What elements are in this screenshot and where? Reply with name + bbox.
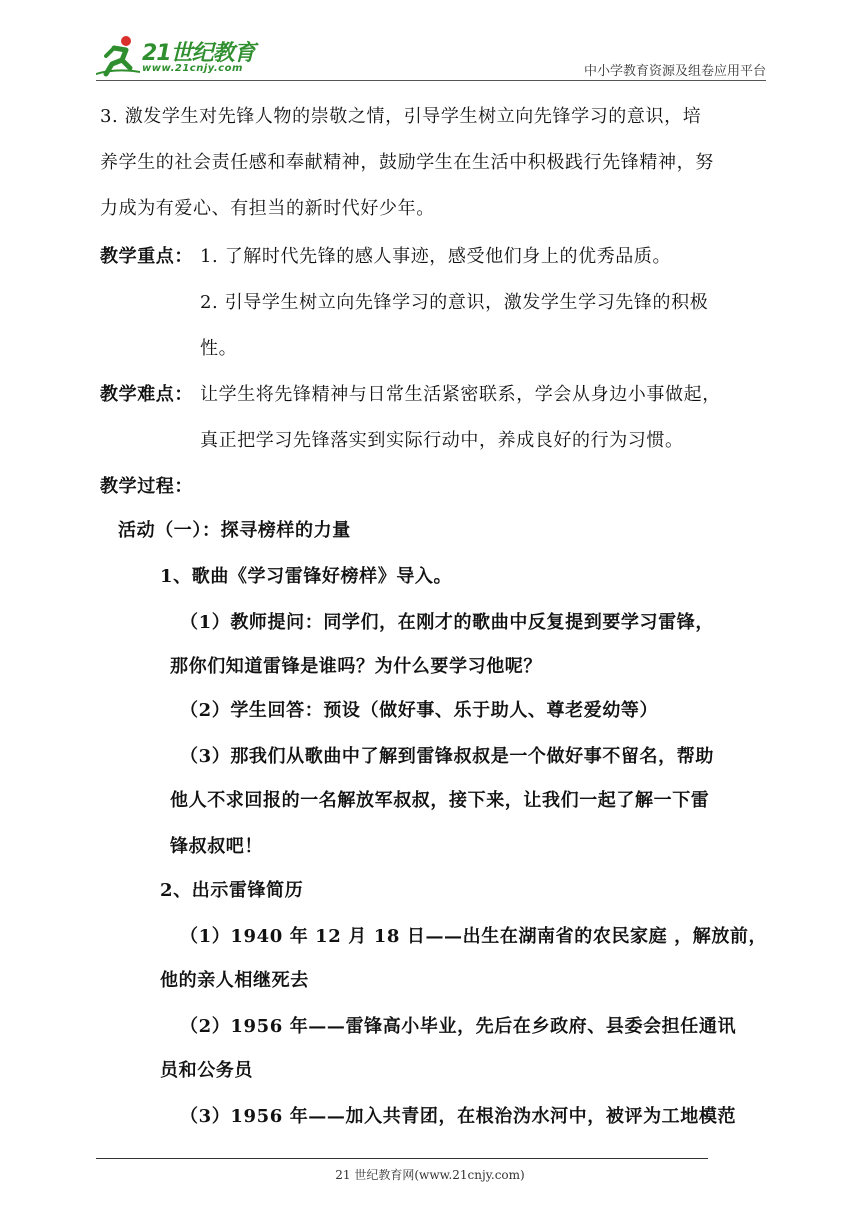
key-points-label: 教学重点： — [100, 246, 193, 267]
platform-name: 中小学教育资源及组卷应用平台 — [583, 64, 766, 79]
difficulty-line-2: 真正把学习先锋落实到实际行动中，养成良好的行为习惯。 — [200, 430, 684, 451]
process-label: 教学过程： — [100, 476, 193, 497]
step-1-heading: 1、歌曲《学习雷锋好榜样》导入。 — [160, 566, 453, 587]
resume-2-line-1: （2）1956 年——雷锋高小毕业，先后在乡政府、县委会担任通讯 — [180, 1016, 737, 1037]
key-point-1: 1. 了解时代先锋的感人事迹，感受他们身上的优秀品质。 — [200, 246, 672, 267]
item-3-line-3: 锋叔叔吧！ — [170, 836, 263, 857]
difficulty-line-1: 让学生将先锋精神与日常生活紧密联系，学会从身边小事做起， — [200, 384, 721, 405]
page-header — [96, 30, 766, 82]
objective-3-line-3: 力成为有爱心、有担当的新时代好少年。 — [100, 198, 435, 219]
logo-url: www.21cnjy.com — [142, 63, 243, 74]
site-logo — [96, 30, 266, 82]
item-3-line-1: （3）那我们从歌曲中了解到雷锋叔叔是一个做好事不留名，帮助 — [180, 746, 714, 767]
resume-2-line-2: 员和公务员 — [160, 1060, 253, 1081]
key-point-2-line-2: 性。 — [200, 338, 238, 359]
difficulty-label: 教学难点： — [100, 384, 193, 405]
header-divider — [96, 80, 766, 81]
resume-3-line-1: （3）1956 年——加入共青团，在根治沩水河中，被评为工地模范 — [180, 1106, 737, 1127]
runner-logo-icon — [96, 34, 140, 78]
key-point-2-line-1: 2. 引导学生树立向先锋学习的意识，激发学生学习先锋的积极 — [200, 292, 709, 313]
answer-2: （2）学生回答：预设（做好事、乐于助人、尊老爱幼等） — [180, 700, 659, 721]
resume-1-line-2: 他的亲人相继死去 — [160, 970, 309, 991]
question-1-line-2: 那你们知道雷锋是谁吗？为什么要学习他呢？ — [170, 656, 542, 677]
objective-3-line-2: 养学生的社会责任感和奉献精神，鼓励学生在生活中积极践行先锋精神，努 — [100, 152, 714, 173]
activity-1-heading: 活动（一）：探寻榜样的力量 — [118, 520, 351, 541]
logo-title: 21世纪教育 — [142, 41, 255, 66]
page-footer: 21 世纪教育网(www.21cnjy.com) — [335, 1168, 525, 1182]
footer-divider — [96, 1158, 708, 1159]
item-3-line-2: 他人不求回报的一名解放军叔叔，接下来，让我们一起了解一下雷 — [170, 790, 710, 811]
question-1-line-1: （1）教师提问：同学们，在刚才的歌曲中反复提到要学习雷锋， — [180, 612, 714, 633]
resume-1-line-1: （1）1940 年 12 月 18 日——出生在湖南省的农民家庭 ，解放前， — [180, 926, 768, 947]
step-2-heading: 2、出示雷锋简历 — [160, 880, 304, 901]
objective-3-line-1: 3. 激发学生对先锋人物的崇敬之情，引导学生树立向先锋学习的意识，培 — [100, 106, 702, 127]
